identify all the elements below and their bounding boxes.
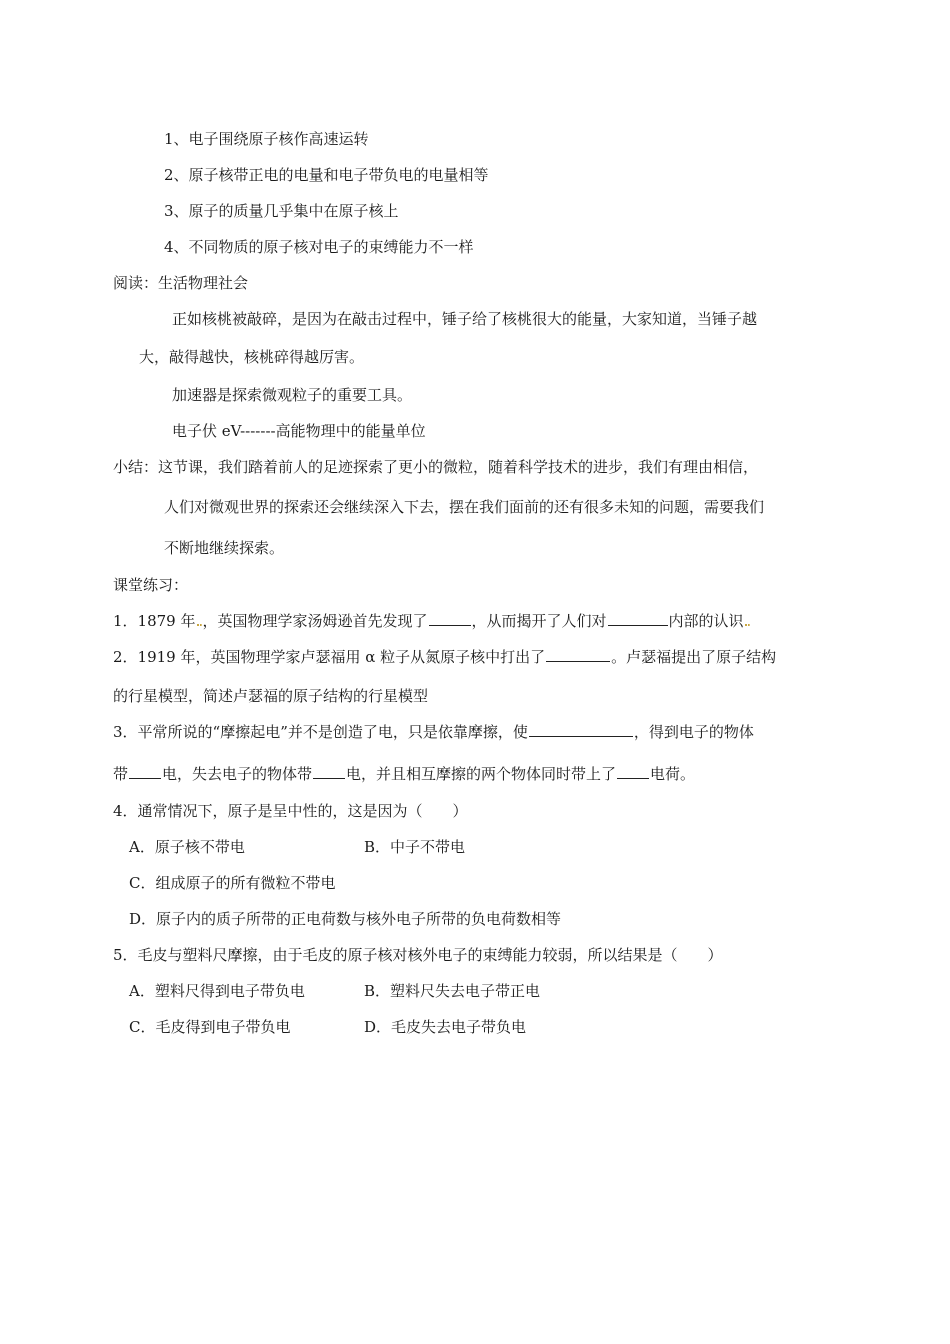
question-4-option-d: D．原子内的质子所带的正电荷数与核外电子所带的负电荷数相等 <box>129 910 562 928</box>
question-5-option-d: D．毛皮失去电子带负电 <box>364 1018 527 1036</box>
question-2-line1 <box>113 646 776 668</box>
question-5-option-b: B．塑料尺失去电子带正电 <box>364 982 541 1000</box>
q3-text-c: 带 <box>113 765 129 783</box>
q1-text-a: 1．1879 年 <box>113 612 196 630</box>
summary-line2: 人们对微观世界的探索还会继续深入下去，摆在我们面前的还有很多未知的问题，需要我们 <box>164 498 765 516</box>
question-3-line1 <box>113 721 754 743</box>
answer-blank[interactable] <box>313 763 345 779</box>
question-3-line2 <box>113 763 695 785</box>
edit-mark <box>745 621 750 626</box>
q1-text-d: 内部的认识 <box>668 612 744 630</box>
question-1 <box>113 610 751 632</box>
reading-para1-line2: 大，敲得越快，核桃碎得越厉害。 <box>139 348 365 366</box>
answer-blank[interactable] <box>129 763 161 779</box>
question-5-stem: 5．毛皮与塑料尺摩擦，由于毛皮的原子核对核外电子的束缚能力较弱，所以结果是（ ） <box>113 946 723 964</box>
question-4-option-b: B．中子不带电 <box>364 838 466 856</box>
question-4-option-a: A．原子核不带电 <box>129 838 245 856</box>
q2-text-b: 。卢瑟福提出了原子结构 <box>611 648 777 666</box>
question-4-stem: 4．通常情况下，原子是呈中性的，这是因为（ ） <box>113 802 468 820</box>
point-1: 1、电子围绕原子核作高速运转 <box>164 130 369 148</box>
answer-blank[interactable] <box>429 610 471 626</box>
summary-line3: 不断地继续探索。 <box>164 539 285 557</box>
q1-text-c: ，从而揭开了人们对 <box>471 612 607 630</box>
question-5-option-c: C．毛皮得到电子带负电 <box>129 1018 291 1036</box>
q3-text-a: 3．平常所说的“摩擦起电”并不是创造了电，只是依靠摩擦，使 <box>113 723 528 741</box>
reading-para2: 加速器是探索微观粒子的重要工具。 <box>172 386 413 404</box>
q3-text-f: 电荷。 <box>650 765 696 783</box>
edit-mark <box>197 621 202 626</box>
q3-text-b: ，得到电子的物体 <box>633 723 754 741</box>
q2-text-a: 2．1919 年，英国物理学家卢瑟福用 α 粒子从氮原子核中打出了 <box>113 648 546 666</box>
answer-blank[interactable] <box>617 763 649 779</box>
q3-text-e: 电，并且相互摩擦的两个物体同时带上了 <box>346 765 617 783</box>
point-4: 4、不同物质的原子核对电子的束缚能力不一样 <box>164 238 474 256</box>
reading-heading: 阅读：生活物理社会 <box>113 274 249 292</box>
reading-para3: 电子伏 eV-------高能物理中的能量单位 <box>172 422 426 440</box>
answer-blank[interactable] <box>546 646 610 662</box>
point-3: 3、原子的质量几乎集中在原子核上 <box>164 202 399 220</box>
question-4-option-c: C．组成原子的所有微粒不带电 <box>129 874 336 892</box>
reading-para1-line1: 正如核桃被敲碎，是因为在敲击过程中，锤子给了核桃很大的能量，大家知道，当锤子越 <box>172 310 758 328</box>
q3-text-d: 电，失去电子的物体带 <box>162 765 313 783</box>
answer-blank[interactable] <box>608 610 668 626</box>
question-2-line2: 的行星模型，简述卢瑟福的原子结构的行星模型 <box>113 687 429 705</box>
q1-text-b: ，英国物理学家汤姆逊首先发现了 <box>202 612 428 630</box>
question-5-option-a: A．塑料尺得到电子带负电 <box>129 982 305 1000</box>
point-2: 2、原子核带正电的电量和电子带负电的电量相等 <box>164 166 489 184</box>
summary-line1: 小结：这节课，我们踏着前人的足迹探索了更小的微粒，随着科学技术的进步，我们有理由相信， <box>113 458 759 476</box>
answer-blank[interactable] <box>529 721 633 737</box>
exercises-heading: 课堂练习： <box>113 576 189 594</box>
